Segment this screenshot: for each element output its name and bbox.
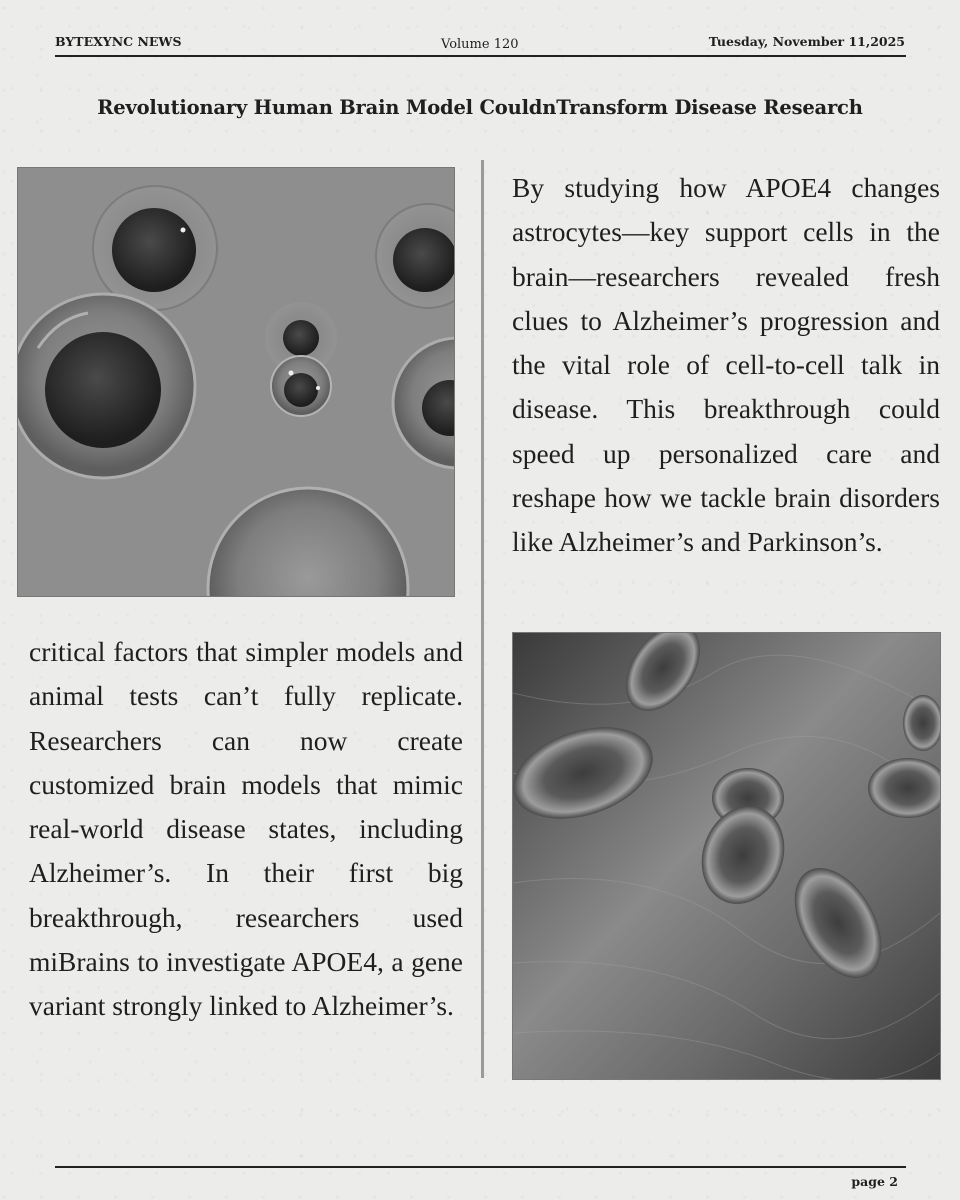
cells-image: [17, 167, 455, 597]
bottom-rule: [55, 1166, 906, 1168]
volume-number: Volume 120: [441, 37, 519, 52]
top-rule: [55, 55, 906, 57]
page-number: page 2: [851, 1174, 898, 1189]
blood-cells-image: [512, 632, 941, 1080]
headline: Revolutionary Human Brain Model CouldnTransform Disease Research: [97, 96, 863, 119]
article-text-left-column: critical factors that simpler models and animal tests can’t fully replicate. Researchers can now create customized brain models that mimic real-world disease states, including Alzheimer’s. In their first big breakthrough, researchers used miBrains to investigate APOE4, a gene variant strongly linked to Alzheimer’s.: [29, 636, 463, 1022]
issue-date: Tuesday, November 11,2025: [708, 34, 905, 49]
article-text-right-column: By studying how APOE4 changes astrocytes—key support cells in the brain—researchers revealed fresh clues to Alzheimer’s progression and the vital role of cell-to-cell talk in disease. This breakthrough could speed up personalized care and reshape how we tackle brain disorders like Alzheimer’s and Parkinson’s.: [512, 172, 940, 558]
masthead: [55, 34, 905, 50]
column-divider: [481, 160, 484, 1078]
publication-name: BYTEXYNC NEWS: [55, 34, 182, 49]
